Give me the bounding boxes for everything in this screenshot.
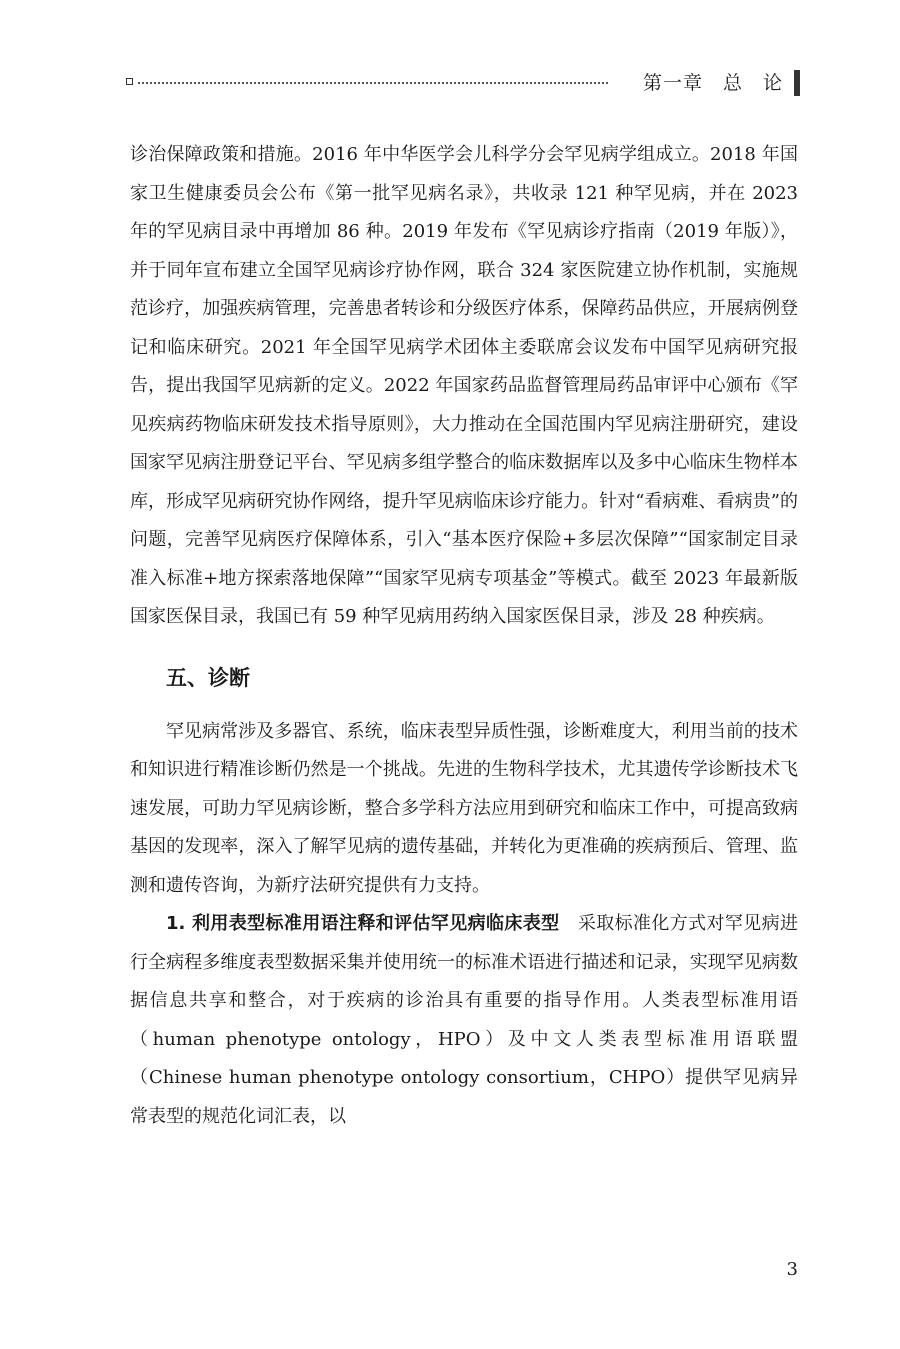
chapter-title: 第一章 总 论 — [642, 72, 783, 94]
section-heading: 五、诊断 — [166, 665, 250, 690]
paragraph-phenotype — [130, 905, 798, 1136]
paragraph-policy: 诊治保障政策和措施。2016 年中华医学会儿科学分会罕见病学组成立。2018 年国家卫生健康委员会公布《第一批罕见病名录》，共收录 121 种罕见病，并在 2023 年的罕见病目录中再增加 86 种。2019 年发布《罕见病诊疗指南（2019 年版）》，并于同年宣布建立全国罕见病诊疗协作网，联合 324 家医院建立协作机制，实施规范诊疗，加强疾病管理，完善患者转诊和分级医疗体系，保障药品供应，开展病例登记和临床研究。2021 年全国罕见病学术团体主委联席会议发布中国罕见病研究报告，提出我国罕见病新的定义。2022 年国家药品监督管理局药品审评中心颁布《罕见疾病药物临床研发技术指导原则》，大力推动在全国范围内罕见病注册研究，建设国家罕见病注册登记平台、罕见病多组学整合的临床数据库以及多中心临床生物样本库，形成罕见病研究协作网络，提升罕见病临床诊疗能力。针对“看病难、看病贵”的问题，完善罕见病医疗保障体系，引入“基本医疗保险+多层次保障”“国家制定目录准入标准+地方探索落地保障”“国家罕见病专项基金”等模式。截至 2023 年最新版国家医保目录，我国已有 59 种罕见病用药纳入国家医保目录，涉及 28 种疾病。 — [130, 144, 798, 627]
subsection-heading: 1. 利用表型标准用语注释和评估罕见病临床表型 — [166, 913, 560, 934]
header-square-marker — [126, 78, 133, 85]
page-body — [130, 136, 798, 1136]
running-header — [126, 68, 800, 98]
paragraph-diagnosis: 罕见病常涉及多器官、系统，临床表型异质性强，诊断难度大，利用当前的技术和知识进行精准诊断仍然是一个挑战。先进的生物科学技术，尤其遗传学诊断技术飞速发展，可助力罕见病诊断，整合多学科方法应用到研究和临床工作中，可提高致病基因的发现率，深入了解罕见病的遗传基础，并转化为更准确的疾病预后、管理、监测和遗传咨询，为新疗法研究提供有力支持。 — [130, 720, 798, 896]
header-dotted-rule — [138, 82, 608, 84]
paragraph-phenotype-body: 采取标准化方式对罕见病进行全病程多维度表型数据采集并使用统一的标准术语进行描述和记录，实现罕见病数据信息共享和整合，对于疾病的诊治具有重要的指导作用。人类表型标准用语（human phenotype ontology，HPO）及中文人类表型标准用语联盟（Chinese human phenotype ontology consortium，CHPO）提供罕见病异常表型的规范化词汇表，以 — [130, 913, 798, 1127]
page-number: 3 — [786, 1259, 798, 1280]
header-bar — [794, 70, 800, 96]
